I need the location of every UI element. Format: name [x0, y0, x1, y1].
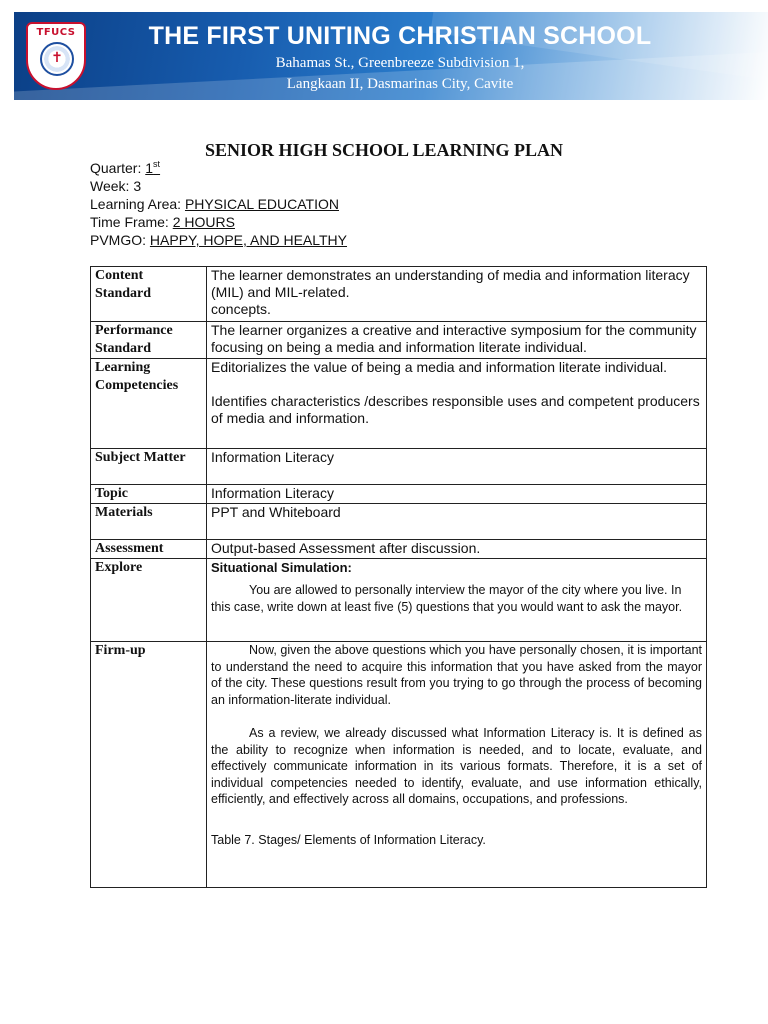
assessment-label: Assessment: [91, 540, 207, 559]
firm-up-paragraph-2: As a review, we already discussed what Information Literacy is. It is defined as the ability to recognize when information is needed, and to locate, evaluate, and effectively communicate information in its various formats. Therefore, it is a set of individual competencies needed to identify, evaluate, and use information ethically, efficiently, and effectively across all domains, occupations, and professions.: [211, 726, 702, 806]
firm-up-value: [207, 642, 707, 888]
table-caption: Table 7. Stages/ Elements of Information Literacy.: [211, 832, 486, 847]
explore-heading: Situational Simulation:: [211, 560, 352, 575]
firm-up-label: Firm-up: [91, 642, 207, 888]
pvmgo-value: HAPPY, HOPE, AND HEALTHY: [149, 232, 348, 248]
time-frame-row: [90, 213, 347, 231]
assessment-row: [91, 540, 707, 559]
performance-standard-value: The learner organizes a creative and interactive symposium for the community focusing on being a media and information literate individual.: [207, 322, 707, 359]
logo-text: TFUCS: [36, 27, 76, 38]
time-frame-value: 2 HOURS: [172, 214, 235, 230]
learning-area-label: Learning Area:: [90, 196, 185, 212]
week-row: Week: 3: [90, 178, 142, 194]
assessment-value: Output-based Assessment after discussion.: [207, 540, 707, 559]
explore-label: Explore: [91, 559, 207, 642]
label-line: Standard: [95, 341, 152, 356]
explore-row: [91, 559, 707, 642]
topic-row: [91, 485, 707, 504]
learning-area-row: [90, 195, 347, 213]
label-line: Learning: [95, 360, 151, 375]
performance-standard-label: [91, 322, 207, 359]
spacer: [211, 376, 702, 393]
materials-label: Materials: [91, 504, 207, 540]
spacer: [211, 808, 702, 832]
quarter-label: Quarter:: [90, 160, 146, 176]
performance-standard-row: [91, 322, 707, 359]
learning-competencies-value: [207, 359, 707, 449]
label-line: Content: [95, 268, 144, 283]
content-standard-label: [91, 267, 207, 322]
subject-matter-label: Subject Matter: [91, 449, 207, 485]
pvmgo-label: PVMGO:: [90, 232, 150, 248]
explore-value: [207, 559, 707, 642]
firm-up-paragraph-1: Now, given the above questions which you have personally chosen, it is important to understand the need to acquire this information that you have asked from the mayor of the city. These questions result from you trying to go through the process of becoming an information-literate individual.: [211, 643, 702, 707]
learning-competencies-row: [91, 359, 707, 449]
quarter-row: [90, 159, 347, 177]
learning-area-value: PHYSICAL EDUCATION: [184, 196, 339, 212]
topic-label: Topic: [91, 485, 207, 504]
school-name: THE FIRST UNITING CHRISTIAN SCHOOL: [148, 22, 652, 50]
pvmgo-row: [90, 231, 347, 249]
plan-meta: [90, 159, 347, 249]
competency-2: Identifies characteristics /describes responsible uses and competent producers of media and information.: [211, 393, 700, 426]
label-line: Competencies: [95, 378, 179, 393]
quarter-value: [145, 160, 160, 176]
address-line-1: Bahamas St., Greenbreeze Subdivision 1,: [275, 55, 525, 71]
materials-row: [91, 504, 707, 540]
subject-matter-row: [91, 449, 707, 485]
label-line: Performance: [95, 323, 173, 338]
learning-plan-table: [90, 266, 707, 888]
content-standard-text: The learner demonstrates an understanding of media and information literacy (MIL) and MIL-related.: [211, 267, 690, 300]
content-standard-text-2: concepts.: [211, 301, 271, 317]
document-title: SENIOR HIGH SCHOOL LEARNING PLAN: [204, 140, 564, 160]
materials-value: PPT and Whiteboard: [207, 504, 707, 540]
competency-1: Editorializes the value of being a media and information literate individual.: [211, 359, 668, 375]
subject-matter-value: Information Literacy: [207, 449, 707, 485]
address-line-2: Langkaan II, Dasmarinas City, Cavite: [286, 76, 514, 92]
quarter-number: 1: [145, 160, 154, 176]
explore-text: You are allowed to personally interview the mayor of the city where you live. In this case, write down at least five (5) questions that you would want to ask the mayor.: [211, 583, 683, 614]
content-standard-row: [91, 267, 707, 322]
quarter-suffix: st: [153, 159, 161, 169]
time-frame-label: Time Frame:: [90, 214, 173, 230]
learning-competencies-label: [91, 359, 207, 449]
content-standard-value: [207, 267, 707, 322]
firm-up-row: [91, 642, 707, 888]
spacer: [211, 708, 702, 725]
topic-value: Information Literacy: [207, 485, 707, 504]
label-line: Standard: [95, 286, 152, 301]
